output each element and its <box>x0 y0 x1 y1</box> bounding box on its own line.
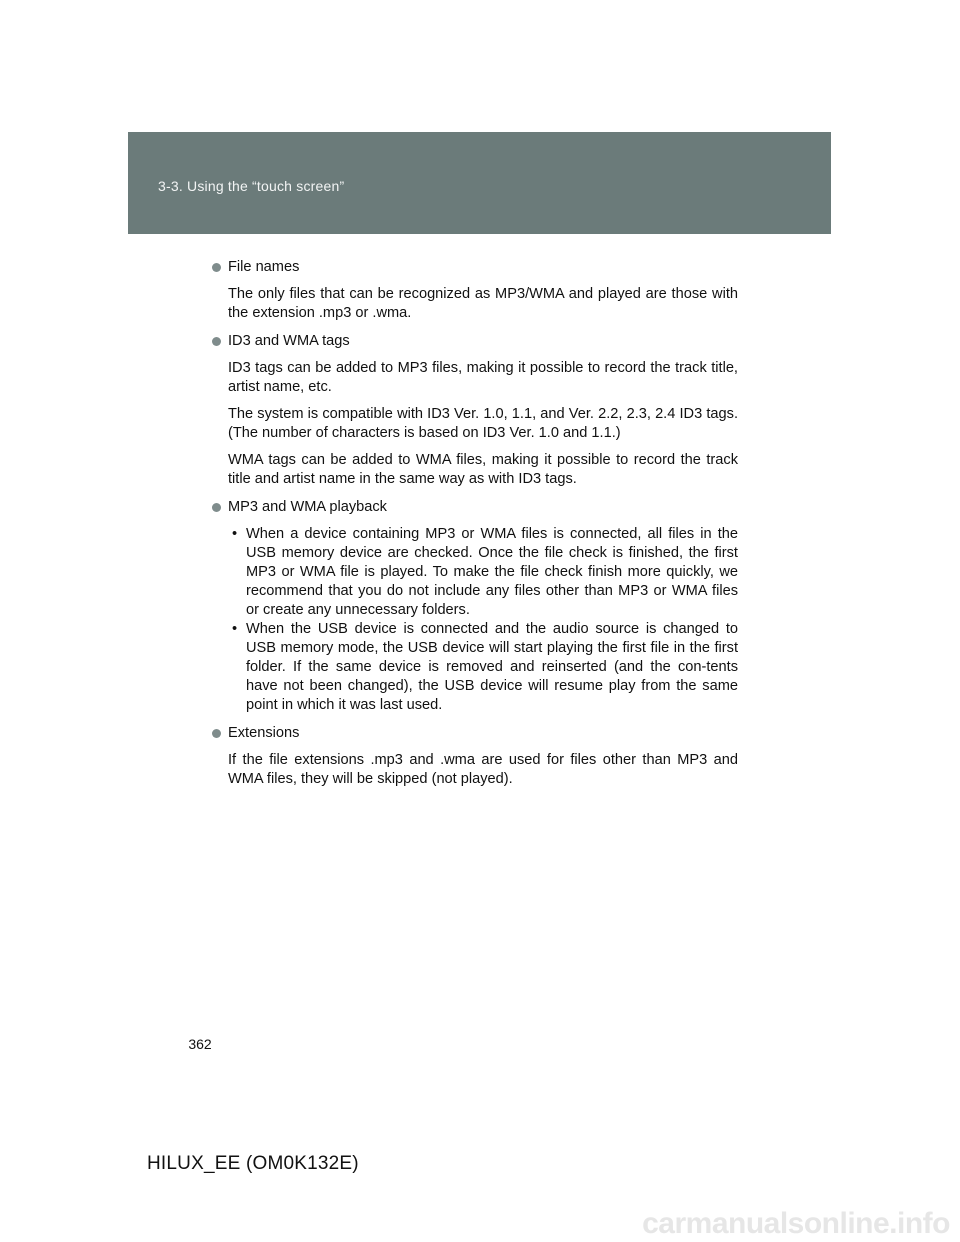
section-title: 3-3. Using the “touch screen” <box>158 178 345 194</box>
bullet-icon: • <box>232 621 238 637</box>
item-mp3-wma-playback <box>210 498 738 715</box>
item-heading <box>210 332 738 351</box>
item-title: Extensions <box>228 725 300 741</box>
item-extensions <box>210 724 738 789</box>
item-file-names <box>210 258 738 323</box>
item-heading <box>210 258 738 277</box>
paragraph: ID3 tags can be added to MP3 files, making it possible to record the track title, artist name, etc. <box>228 360 738 395</box>
page-content <box>210 258 738 798</box>
manual-code: HILUX_EE (OM0K132E) <box>147 1153 359 1174</box>
item-heading <box>210 498 738 517</box>
paragraph: If the file extensions .mp3 and .wma are used for files other than MP3 and WMA files, they will be skipped (not played). <box>228 752 738 787</box>
bullet-dot-icon <box>212 503 221 512</box>
item-title: MP3 and WMA playback <box>228 499 387 515</box>
bullet-list <box>228 525 738 715</box>
list-item <box>228 525 738 620</box>
bullet-dot-icon <box>212 263 221 272</box>
paragraph: The system is compatible with ID3 Ver. 1.0, 1.1, and Ver. 2.2, 2.3, 2.4 ID3 tags. (The number of characters is based on ID3 Ver. 1.0 and 1.1.) <box>228 406 738 441</box>
page-number: 362 <box>188 1036 212 1052</box>
watermark: carmanualsonline.info <box>642 1207 950 1240</box>
paragraph: The only files that can be recognized as MP3/WMA and played are those with the extension .mp3 or .wma. <box>228 286 738 321</box>
bullet-dot-icon <box>212 729 221 738</box>
list-item-text: When the USB device is connected and the audio source is changed to USB memory mode, the USB device will start playing the first file in the first folder. If the same device is removed and reinserted (and the con-tents have not been changed), the USB device will resume play from the same point in which it was last used. <box>246 621 738 713</box>
item-title: File names <box>228 259 300 275</box>
bullet-icon: • <box>232 526 238 542</box>
section-header-band <box>128 132 831 234</box>
paragraph: WMA tags can be added to WMA files, making it possible to record the track title and artist name in the same way as with ID3 tags. <box>228 452 738 487</box>
bullet-dot-icon <box>212 337 221 346</box>
list-item-text: When a device containing MP3 or WMA files is connected, all files in the USB memory device are checked. Once the file check is finished, the first MP3 or WMA file is played. To make the file check finish more quickly, we recommend that you do not include any files other than MP3 or WMA files or create any unnecessary folders. <box>246 526 738 618</box>
item-heading <box>210 724 738 743</box>
item-id3-wma-tags <box>210 332 738 489</box>
item-title: ID3 and WMA tags <box>228 333 350 349</box>
list-item <box>228 620 738 715</box>
